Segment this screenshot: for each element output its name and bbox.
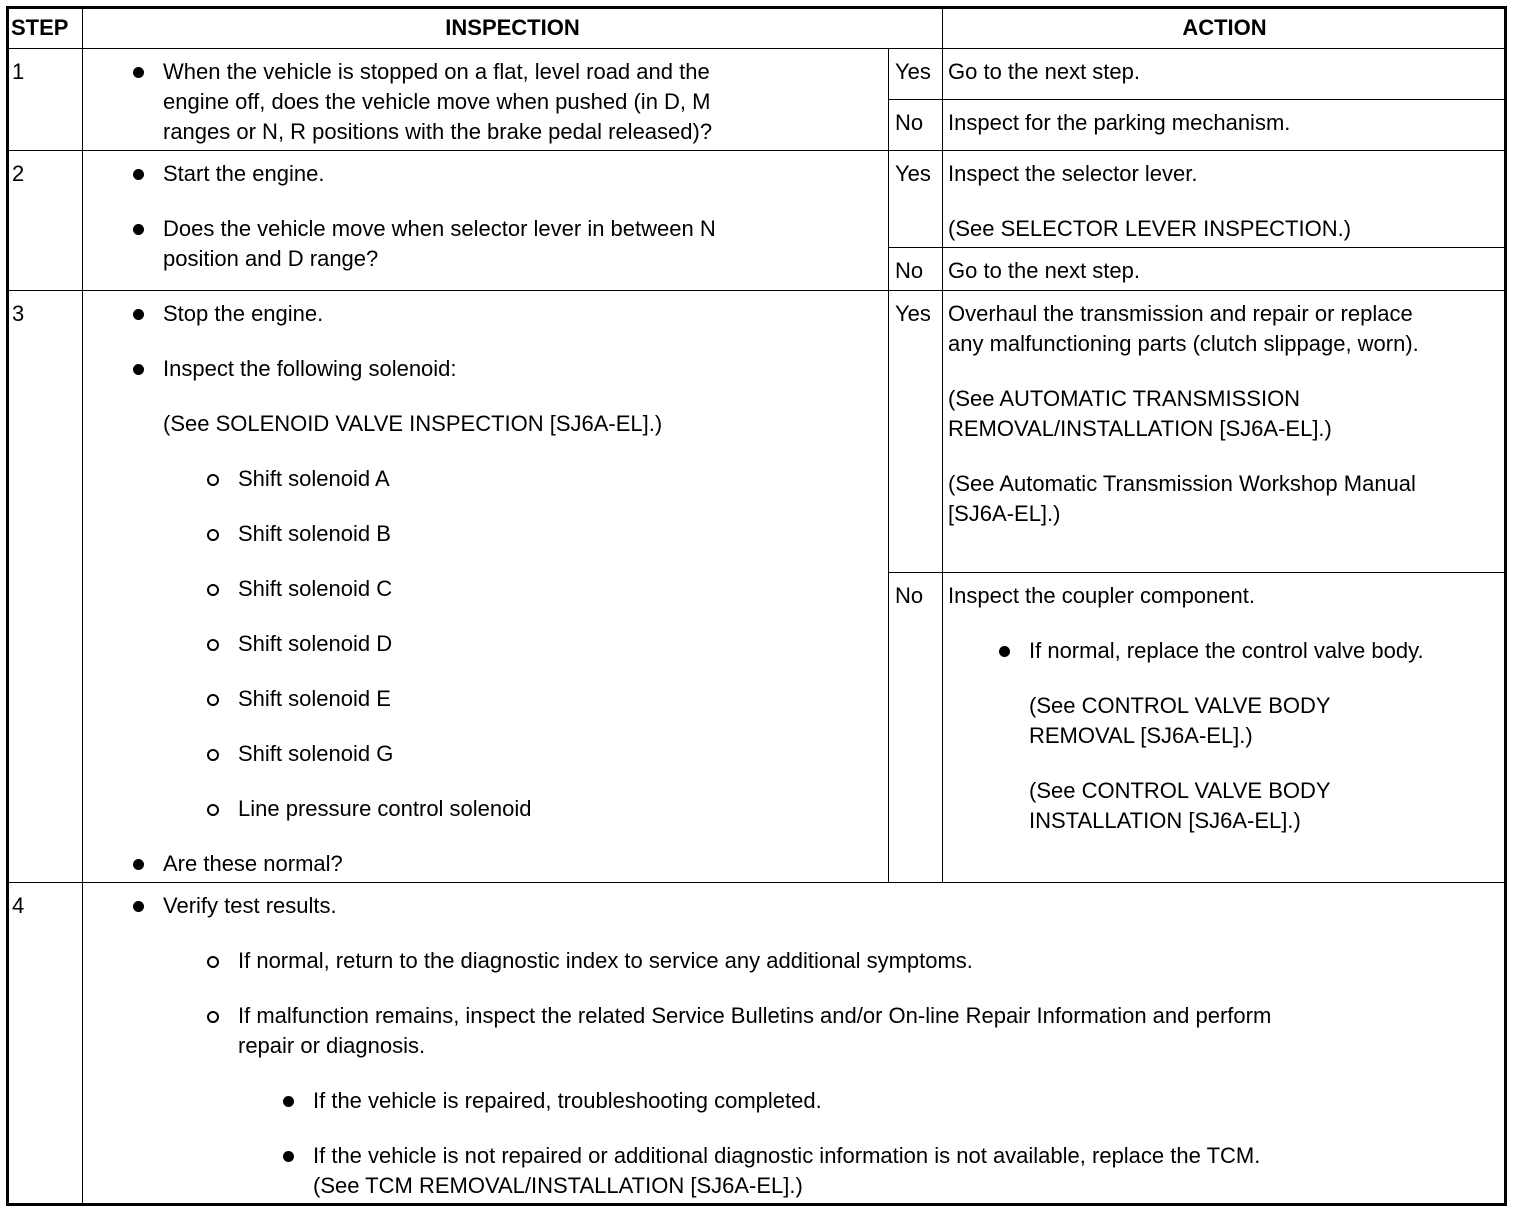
circle-bullet-icon xyxy=(207,639,219,651)
circle-bullet-icon xyxy=(207,804,219,816)
list-item xyxy=(163,849,888,879)
step-2-yes-action xyxy=(942,150,1507,248)
yes-label xyxy=(888,290,943,573)
circle-bullet-icon xyxy=(207,749,219,761)
step-1-no-action xyxy=(942,99,1507,151)
yes-text: Yes xyxy=(895,301,931,326)
yes-text: Yes xyxy=(895,161,931,186)
header-action xyxy=(942,6,1507,49)
step-number xyxy=(6,290,83,883)
bullet-icon xyxy=(133,224,144,235)
no-text: No xyxy=(895,583,924,608)
item-text: Shift solenoid C xyxy=(238,576,393,601)
item-text: Are these normal? xyxy=(163,851,343,876)
item-text: If malfunction remains, inspect the related Service Bulletins and/or On-line Repair Information and perform repair or diagnosis. xyxy=(238,1003,1272,1058)
bullet-icon xyxy=(133,859,144,870)
step-2-inspection xyxy=(82,150,889,291)
sub-sub-list-item xyxy=(313,1141,1506,1201)
list-item xyxy=(163,891,1506,921)
no-label xyxy=(888,247,943,291)
list-item xyxy=(163,299,888,329)
bullet-icon xyxy=(283,1096,294,1107)
sub-sub-list-item xyxy=(313,1086,1506,1116)
item-text: Inspect the following solenoid: xyxy=(163,356,457,381)
action-reference: (See AUTOMATIC TRANSMISSION REMOVAL/INSTALLATION [SJ6A-EL].) xyxy=(948,386,1332,441)
sub-list-item xyxy=(238,946,1506,976)
step-2-no-action xyxy=(942,247,1507,291)
item-text: If the vehicle is not repaired or additional diagnostic information is not available, replace the TCM. (See TCM REMOVAL/INSTALLATION [SJ6A-EL].) xyxy=(313,1143,1261,1198)
bullet-icon xyxy=(133,309,144,320)
sub-list-item xyxy=(238,684,888,714)
step-number xyxy=(6,882,83,1206)
item-text: Stop the engine. xyxy=(163,301,324,326)
step-1-inspection xyxy=(82,48,889,151)
circle-bullet-icon xyxy=(207,956,219,968)
bullet-icon xyxy=(999,646,1010,657)
item-text: Does the vehicle move when selector lever in between N position and D range? xyxy=(163,216,716,271)
item-text: Line pressure control solenoid xyxy=(238,796,532,821)
reference-text: (See SOLENOID VALVE INSPECTION [SJ6A-EL].) xyxy=(163,411,663,436)
sub-list-item xyxy=(238,464,888,494)
circle-bullet-icon xyxy=(207,1011,219,1023)
yes-label xyxy=(888,150,943,248)
header-step-label: STEP xyxy=(11,15,69,40)
step-3-number: 3 xyxy=(12,301,25,326)
sub-list-item xyxy=(238,1001,1506,1061)
action-reference: (See Automatic Transmission Workshop Manual [SJ6A-EL].) xyxy=(948,471,1416,526)
bullet-icon xyxy=(133,364,144,375)
bullet-icon xyxy=(133,901,144,912)
item-text: When the vehicle is stopped on a flat, level road and the engine off, does the vehicle move when pushed (in D, M ranges or N, R positions with the brake pedal released)? xyxy=(163,59,713,144)
sub-list-item xyxy=(238,794,888,824)
item-text: If normal, replace the control valve body. xyxy=(1029,638,1424,663)
sub-list-item xyxy=(238,629,888,659)
sub-list-item xyxy=(238,739,888,769)
list-item xyxy=(163,214,888,274)
no-label xyxy=(888,99,943,151)
no-text: No xyxy=(895,110,924,135)
list-item xyxy=(163,159,888,189)
action-text: Inspect for the parking mechanism. xyxy=(948,110,1291,135)
action-text: Overhaul the transmission and repair or replace any malfunctioning parts (clutch slippage, worn). xyxy=(948,301,1419,356)
circle-bullet-icon xyxy=(207,529,219,541)
item-text: Start the engine. xyxy=(163,161,325,186)
step-3-inspection xyxy=(82,290,889,883)
step-1-yes-action xyxy=(942,48,1507,100)
yes-label xyxy=(888,48,943,100)
header-action-label: ACTION xyxy=(1182,15,1267,40)
bullet-icon xyxy=(283,1151,294,1162)
action-text: Inspect the selector lever. xyxy=(948,161,1198,186)
sub-list-item xyxy=(238,574,888,604)
header-step xyxy=(6,6,83,49)
action-reference: (See CONTROL VALVE BODY REMOVAL [SJ6A-EL].) xyxy=(1029,693,1331,748)
circle-bullet-icon xyxy=(207,694,219,706)
list-item xyxy=(1029,636,1506,666)
step-2-number: 2 xyxy=(12,161,25,186)
action-text: Go to the next step. xyxy=(948,59,1141,84)
circle-bullet-icon xyxy=(207,584,219,596)
no-text: No xyxy=(895,258,924,283)
action-text: Go to the next step. xyxy=(948,258,1141,283)
step-4-number: 4 xyxy=(12,893,25,918)
action-text: Inspect the coupler component. xyxy=(948,583,1255,608)
item-text: Shift solenoid E xyxy=(238,686,391,711)
item-text: Shift solenoid B xyxy=(238,521,391,546)
item-text: If normal, return to the diagnostic index to service any additional symptoms. xyxy=(238,948,973,973)
yes-text: Yes xyxy=(895,59,931,84)
item-text: Shift solenoid A xyxy=(238,466,390,491)
circle-bullet-icon xyxy=(207,474,219,486)
list-item xyxy=(163,354,888,384)
list-item xyxy=(163,57,888,147)
header-inspection xyxy=(82,6,943,49)
step-3-no-action xyxy=(942,572,1507,883)
sub-list-item xyxy=(238,519,888,549)
step-1-number: 1 xyxy=(12,59,25,84)
step-4-inspection xyxy=(82,882,1507,1206)
item-text: Shift solenoid G xyxy=(238,741,394,766)
action-reference: (See CONTROL VALVE BODY INSTALLATION [SJ6A-EL].) xyxy=(1029,778,1331,833)
item-text: Shift solenoid D xyxy=(238,631,393,656)
action-reference: (See SELECTOR LEVER INSPECTION.) xyxy=(948,216,1352,241)
no-label xyxy=(888,572,943,883)
bullet-icon xyxy=(133,169,144,180)
item-text: Verify test results. xyxy=(163,893,337,918)
item-text: If the vehicle is repaired, troubleshooting completed. xyxy=(313,1088,822,1113)
header-inspection-label: INSPECTION xyxy=(445,15,580,40)
step-number xyxy=(6,48,83,151)
bullet-icon xyxy=(133,67,144,78)
step-number xyxy=(6,150,83,291)
step-3-yes-action xyxy=(942,290,1507,573)
